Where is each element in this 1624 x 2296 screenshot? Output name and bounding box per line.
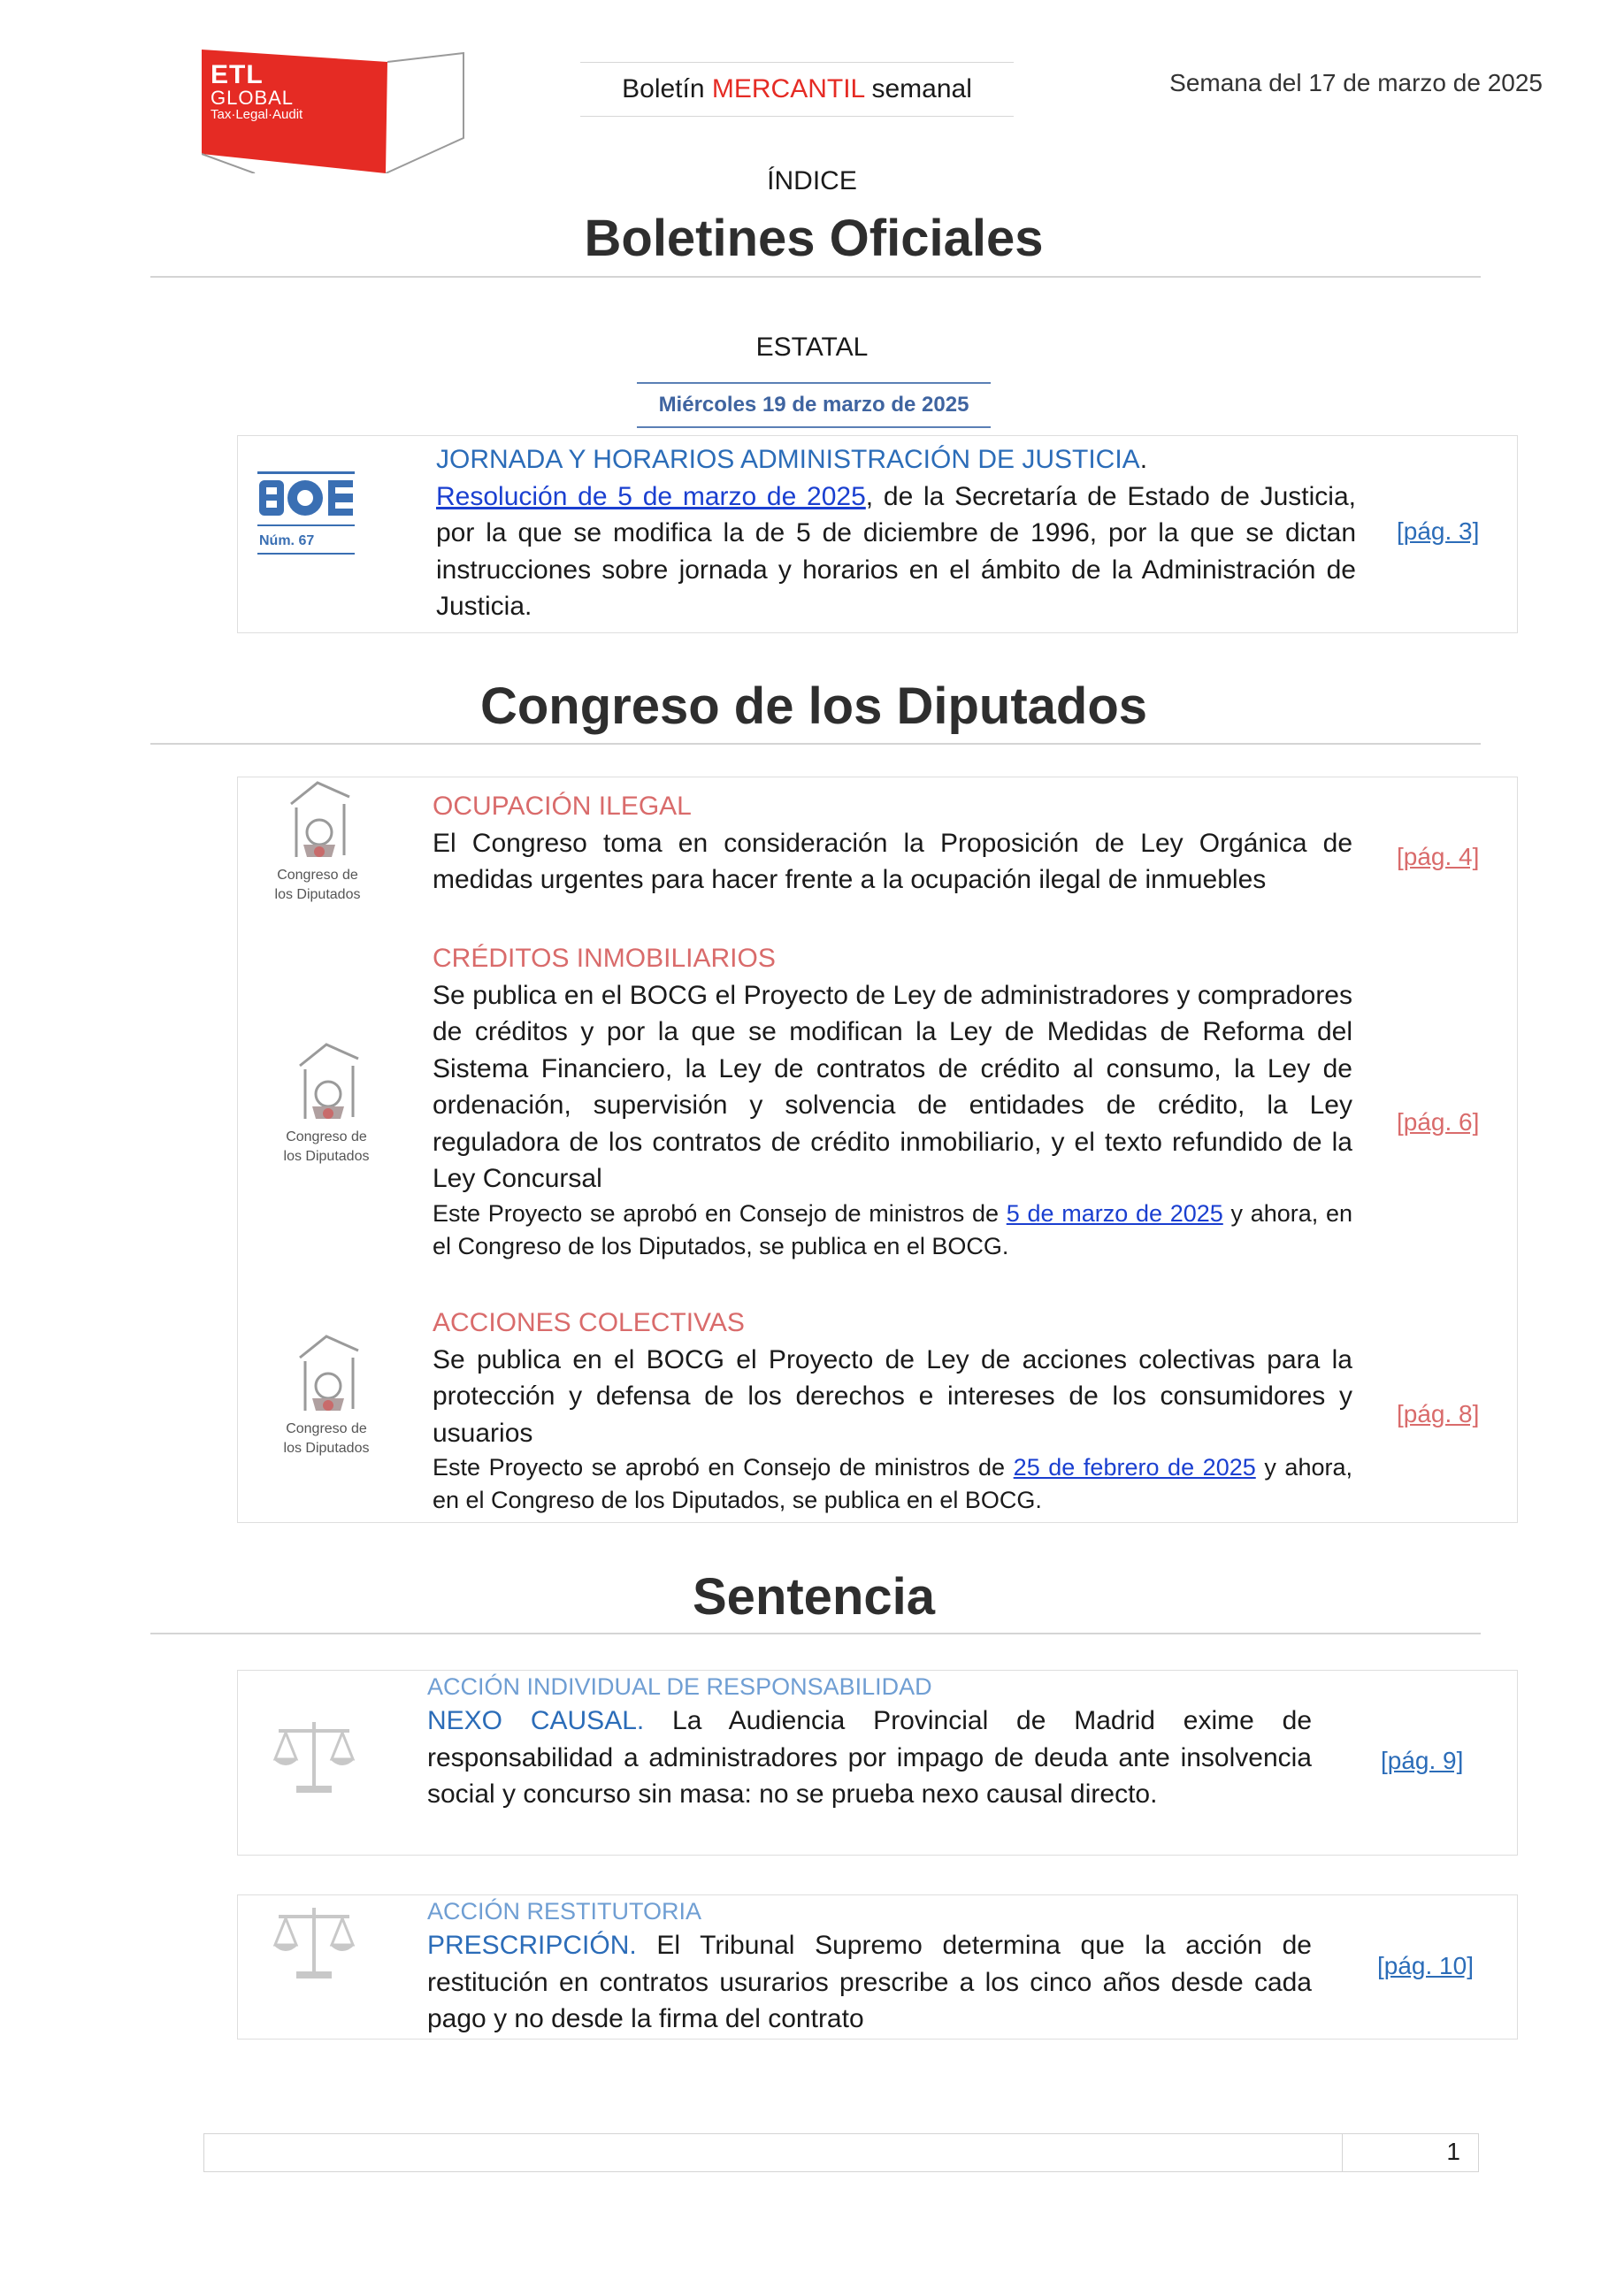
entry-text: El Congreso toma en consideración la Proposición de Ley Orgánica de medidas urgentes para hacer frente a la ocupación ilegal de inmuebles [433,828,1352,894]
section-title-congreso: Congreso de los Diputados [479,677,1148,735]
logo-global: GLOBAL [211,87,295,109]
boe-logo-icon [257,471,355,530]
congreso-entry-2 [433,940,1352,1263]
consejo-ministros-link-2[interactable]: 25 de febrero de 2025 [1013,1454,1256,1481]
sentencia-entry-1 [427,1671,1312,1813]
boe-entry-box [237,435,1518,633]
consejo-ministros-link-1[interactable]: 5 de marzo de 2025 [1006,1199,1223,1227]
publication-prefix: Boletín [622,74,712,103]
boe-number: Núm. 67 [259,533,315,548]
congreso-entry-1 [433,788,1352,899]
justice-scales-icon [272,1718,356,1798]
footer-divider [1342,2134,1343,2171]
congreso-label-line2: los Diputados [283,1441,370,1456]
publication-highlight: MERCANTIL [711,74,865,103]
entry-text: La Audiencia Provincial de Madrid exime de responsabilidad a administradores por impago de deuda ante insolvencia social y concurso sin masa: no se prueba nexo causal directo. [427,1706,1312,1809]
section-title-sentencia: Sentencia [693,1568,935,1626]
page-link-10[interactable]: [pág. 10] [1377,1952,1474,1979]
publication-suffix: semanal [864,74,972,103]
publication-title [580,62,1014,117]
entry-category: OCUPACIÓN ILEGAL [433,792,692,821]
page-footer [203,2133,1479,2172]
resolution-link[interactable]: Resolución de 5 de marzo de 2025 [436,481,866,511]
entry-note-post: y ahora, en el Congreso de los Diputados, se publica en el BOCG. [433,1454,1352,1513]
entry-text: Se publica en el BOCG el Proyecto de Ley de acciones colectivas para la protección y defensa de los derechos e intereses de los consumidores y usuarios [433,1344,1352,1448]
congreso-building-icon [273,1039,379,1128]
congreso-label-line1: Congreso de [286,1421,367,1436]
congreso-icon-label [273,1420,379,1458]
entry-category-dot: . [1139,445,1148,474]
entry-lead: NEXO CAUSAL. [427,1706,645,1735]
congreso-entries-box [237,777,1518,1523]
entry-lead: PRESCRIPCIÓN. [427,1931,637,1960]
entry-text: Se publica en el BOCG el Proyecto de Ley de administradores y compradores de créditos y por la que se modifican la Ley de Medidas de Reforma del Sistema Financiero, la Ley de contratos de crédito al consumo, la Ley de ordenación, supervisión y solvencia de entidades de crédito, la Ley reguladora de los contratos de crédito inmobiliario, y el texto refundido de la Ley Concursal [433,980,1352,1193]
entry-note [433,1451,1352,1517]
etl-global-logo [202,50,467,173]
section-rule [150,1633,1481,1634]
page-link-6[interactable]: [pág. 6] [1397,1108,1480,1136]
entry-category: ACCIÓN RESTITUTORIA [427,1898,702,1925]
sentencia-entry-box-2 [237,1894,1518,2040]
page-link-9[interactable]: [pág. 9] [1381,1747,1464,1774]
congreso-icon [273,1331,379,1459]
congreso-entry-3 [433,1305,1352,1517]
section-subtitle-estatal: ESTATAL [755,333,869,362]
congreso-label-line2: los Diputados [283,1149,370,1164]
week-label: Semana del 17 de marzo de 2025 [1169,69,1543,96]
logo-text [211,62,303,121]
page-link-4[interactable]: [pág. 4] [1397,843,1480,870]
entry-category: JORNADA Y HORARIOS ADMINISTRACIÓN DE JUSTICIA [436,445,1140,474]
congreso-label-line2: los Diputados [274,887,361,902]
congreso-icon [273,1039,379,1167]
boe-icon [257,471,355,556]
congreso-label-line1: Congreso de [277,868,358,883]
section-rule [150,743,1481,745]
congreso-building-icon [273,1331,379,1420]
page-link-8[interactable]: [pág. 8] [1397,1400,1480,1427]
scales-icon [272,1718,356,1798]
entry-category: CRÉDITOS INMOBILIARIOS [433,944,776,973]
page-number: 1 [1446,2138,1460,2165]
congreso-icon [264,777,371,906]
entry-category: ACCIONES COLECTIVAS [433,1308,745,1337]
logo-etl: ETL [211,60,264,89]
congreso-label-line1: Congreso de [286,1129,367,1144]
entry-text: , de la Secretaría de Estado de Justicia, por la que se modifica la de 5 de diciembre de 1996, por la que se dictan instrucciones sobre jornada y horarios en el ámbito de la Administración de Justicia. [436,481,1356,621]
section-rule [150,276,1481,278]
entry-category: ACCIÓN INDIVIDUAL DE RESPONSABILIDAD [427,1673,932,1700]
entry-note-post: y ahora, en el Congreso de los Diputados, se publica en el BOCG. [433,1199,1352,1259]
sentencia-entry-box-1 [237,1670,1518,1856]
sentencia-entry-2 [427,1895,1312,2038]
bulletin-date: Miércoles 19 de marzo de 2025 [637,382,991,428]
index-label: ÍNDICE [767,166,857,195]
boe-entry [436,441,1356,625]
congreso-icon-label [273,1128,379,1167]
entry-note-pre: Este Proyecto se aprobó en Consejo de ministros de [433,1454,1014,1481]
page-link-3[interactable]: [pág. 3] [1397,517,1480,545]
congreso-building-icon [264,777,371,866]
logo-tagline: Tax·Legal·Audit [211,107,303,122]
entry-note-pre: Este Proyecto se aprobó en Consejo de ministros de [433,1199,1007,1227]
justice-scales-icon [272,1904,356,1984]
congreso-icon-label [264,866,371,905]
entry-text: El Tribunal Supremo determina que la acción de restitución en contratos usurarios prescribe a los cinco años desde cada pago y no desde la firma del contrato [427,1931,1312,2033]
boe-underline [257,553,355,555]
scales-icon [272,1904,356,1984]
section-title-boletines: Boletines Oficiales [584,210,1044,267]
entry-note [433,1198,1352,1263]
